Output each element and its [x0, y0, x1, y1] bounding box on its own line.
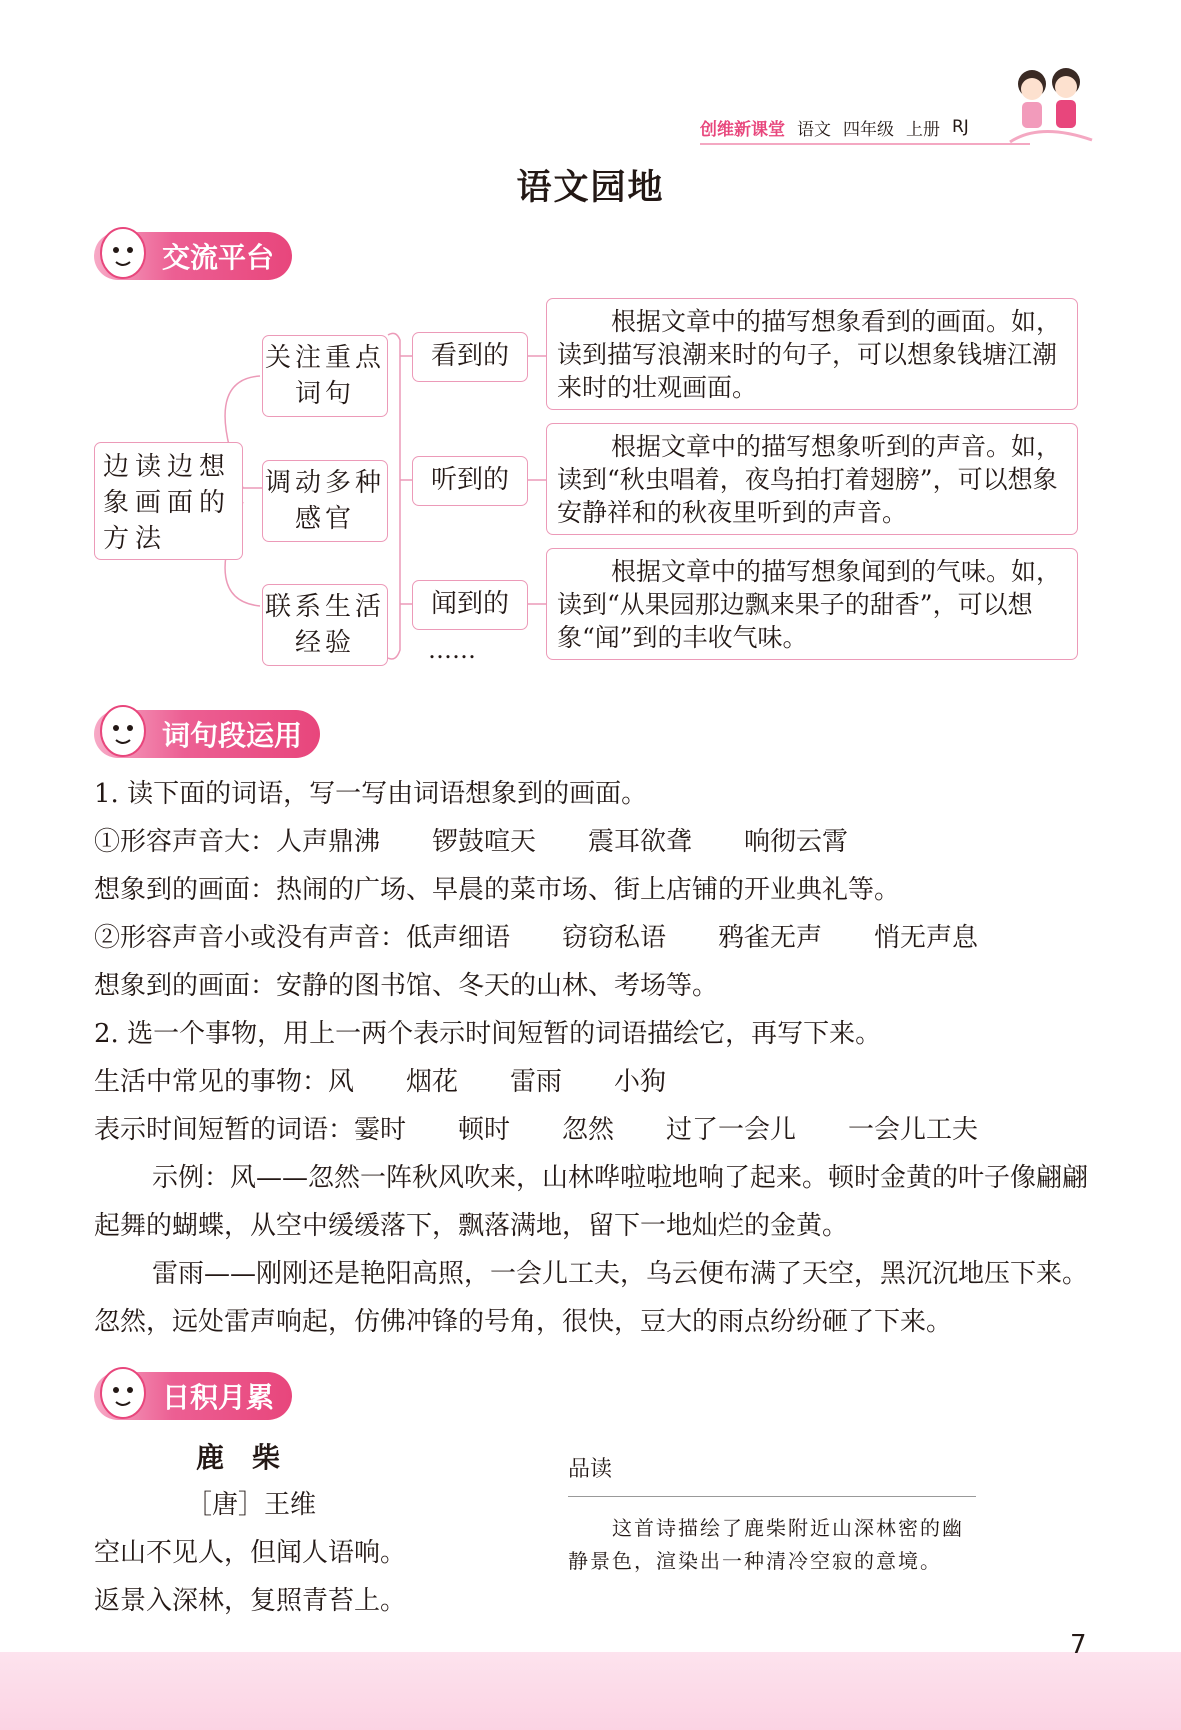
- footer-band: [0, 1652, 1181, 1730]
- short-time-words: 表示时间短暂的词语：霎时 顿时 忽然 过了一会儿 一会儿工夫: [94, 1115, 979, 1145]
- example-thunderstorm: 雷雨——刚刚还是艳阳高照，一会儿工夫，乌云便布满了天空，黑沉沉地压下来。忽然，远处雷声响起，仿佛冲锋的号角，很快，豆大的雨点纷纷砸了下来。: [94, 1259, 1089, 1337]
- sense-ellipsis: ……: [428, 636, 476, 664]
- page-number: 7: [1070, 1630, 1087, 1660]
- poem-title: 鹿 柴: [196, 1441, 281, 1474]
- quiet-scene: 想象到的画面：安静的图书馆、冬天的山林、考场等。: [94, 971, 719, 1001]
- header-divider: [700, 143, 1030, 145]
- sense-smell: 闻到的: [412, 580, 528, 630]
- task-1: 1. 读下面的词语，写一写由词语想象到的画面。: [94, 779, 648, 809]
- mindmap-center: 边读边想象画面的方法: [94, 442, 243, 560]
- loud-words: ①形容声音大：人声鼎沸 锣鼓喧天 震耳欲聋 响彻云霄: [94, 827, 849, 857]
- subject: 语文: [797, 119, 831, 140]
- loud-scene: 想象到的画面：热闹的广场、早晨的菜市场、街上店铺的开业典礼等。: [94, 875, 901, 905]
- task-2: 2. 选一个事物，用上一两个表示时间短暂的词语描绘它，再写下来。: [94, 1019, 882, 1049]
- sense-see: 看到的: [412, 332, 528, 382]
- edition: RJ: [952, 117, 969, 137]
- section-title: 词句段运用: [162, 719, 303, 752]
- kids-mascot-icon: [1000, 62, 1095, 152]
- brand-name: 创维新课堂: [700, 119, 785, 140]
- poem-verse-2: 返景入深林，复照青苔上。: [94, 1586, 407, 1616]
- appreciation-text: 这首诗描绘了鹿柴附近山深林密的幽静景色，渲染出一种清冷空寂的意境。: [568, 1516, 964, 1573]
- example-wind: 示例：风——忽然一阵秋风吹来，山林哗啦啦地响了起来。顿时金黄的叶子像翩翩起舞的蝴蝶，从空中缓缓落下，飘落满地，留下一地灿烂的金黄。: [94, 1163, 1089, 1241]
- description-see: 根据文章中的描写想象看到的画面。如，读到描写浪潮来时的句子，可以想象钱塘江潮来时的壮观画面。: [546, 298, 1078, 410]
- common-things: 生活中常见的事物：风 烟花 雷雨 小狗: [94, 1067, 667, 1097]
- poem-verse-1: 空山不见人，但闻人语响。: [94, 1538, 407, 1568]
- method-focus-words: 关注重点词句: [262, 335, 388, 417]
- appreciation-title: 品读: [568, 1457, 613, 1482]
- volume: 上册: [906, 119, 940, 140]
- egg-mascot-icon: [92, 1360, 154, 1422]
- appreciation-divider: [568, 1496, 976, 1497]
- grade: 四年级: [843, 119, 894, 140]
- egg-mascot-icon: [92, 220, 154, 282]
- poem-author: ［唐］王维: [186, 1490, 317, 1520]
- method-life-experience: 联系生活经验: [262, 584, 388, 666]
- section-title: 交流平台: [162, 241, 275, 274]
- page-title: 语文园地: [516, 168, 665, 208]
- section-title: 日积月累: [162, 1381, 275, 1414]
- page-header: [700, 112, 1020, 142]
- egg-mascot-icon: [92, 698, 154, 760]
- description-hear: 根据文章中的描写想象听到的声音。如，读到“秋虫唱着，夜鸟拍打着翅膀”，可以想象安静祥和的秋夜里听到的声音。: [546, 423, 1078, 535]
- sense-hear: 听到的: [412, 456, 528, 506]
- description-smell: 根据文章中的描写想象闻到的气味。如，读到“从果园那边飘来果子的甜香”，可以想象“闻”到的丰收气味。: [546, 548, 1078, 660]
- method-senses: 调动多种感官: [262, 460, 388, 542]
- quiet-words: ②形容声音小或没有声音：低声细语 窃窃私语 鸦雀无声 悄无声息: [94, 923, 979, 953]
